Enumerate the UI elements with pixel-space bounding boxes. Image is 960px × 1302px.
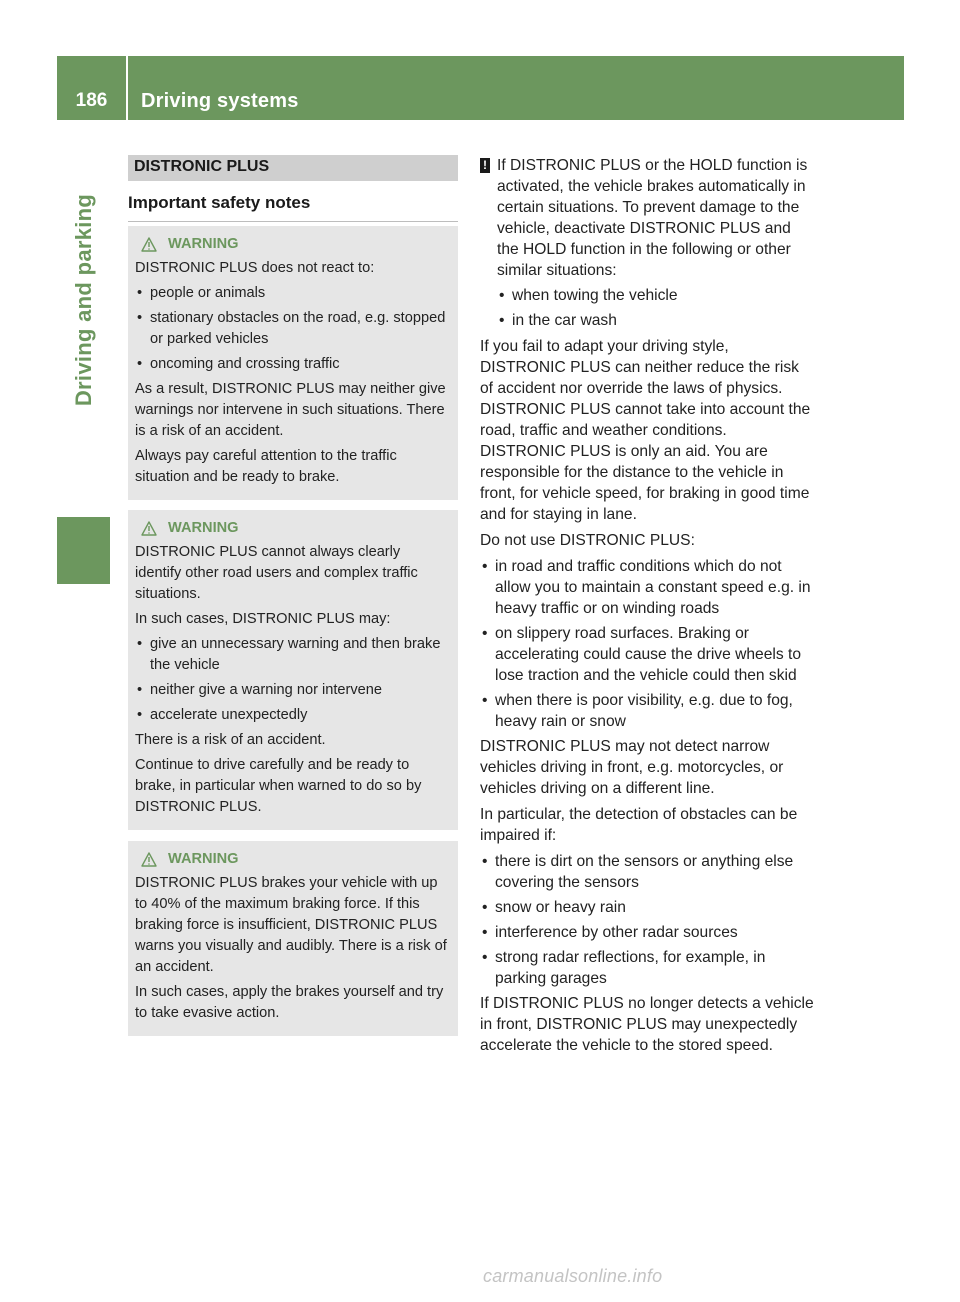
list-item: • strong radar reflections, for example, in parking garages bbox=[480, 947, 816, 989]
warning-triangle-icon bbox=[141, 237, 157, 252]
warning-header bbox=[135, 234, 450, 255]
warning-box-2 bbox=[128, 510, 458, 830]
warning-text: In such cases, DISTRONIC PLUS may: bbox=[135, 611, 391, 627]
body-paragraph: In particular, the detection of obstacles can be impaired if: bbox=[480, 806, 798, 844]
notice-block bbox=[480, 155, 816, 331]
list-item: • on slippery road surfaces. Braking or accelerating could cause the drive wheels to lose traction and the vehicle could then skid bbox=[480, 623, 816, 686]
warning-text: Always pay careful attention to the traffic situation and be ready to brake. bbox=[135, 448, 397, 485]
warning-text: In such cases, apply the brakes yourself and try to take evasive action. bbox=[135, 984, 444, 1021]
body-paragraph: DISTRONIC PLUS may not detect narrow vehicles driving in front, e.g. motorcycles, or vehicles driving on a different line. bbox=[480, 738, 784, 797]
usage-restrictions-list bbox=[480, 556, 816, 732]
side-tab-label: Driving and parking bbox=[71, 193, 96, 407]
body-paragraph: If you fail to adapt your driving style, DISTRONIC PLUS can neither reduce the risk of accident nor override the laws of physics. DISTRONIC PLUS cannot take into account the road, traffic and weather conditions. DISTRONIC PLUS is only an aid. You are responsible for the distance to the vehicle in front, for vehicle speed, for braking in good time and for staying in lane. bbox=[480, 338, 811, 523]
warning-box-3 bbox=[128, 841, 458, 1036]
warning-label: WARNING bbox=[168, 851, 239, 867]
warning-list bbox=[135, 283, 450, 375]
warning-list bbox=[135, 634, 450, 726]
page-number: 186 bbox=[75, 90, 108, 111]
list-item: • oncoming and crossing traffic bbox=[135, 354, 450, 375]
warning-header bbox=[135, 849, 450, 870]
list-item: • in the car wash bbox=[497, 310, 816, 331]
list-item: • when there is poor visibility, e.g. due to fog, heavy rain or snow bbox=[480, 690, 816, 732]
list-item: • when towing the vehicle bbox=[497, 285, 816, 306]
warning-header bbox=[135, 518, 450, 539]
page-title: Driving systems bbox=[141, 90, 299, 112]
warning-text: DISTRONIC PLUS brakes your vehicle with up to 40% of the maximum braking force. If this braking force is insufficient, DISTRONIC PLUS warns you visually and audibly. There is a risk of an accident. bbox=[135, 875, 447, 975]
list-item: • stationary obstacles on the road, e.g. stopped or parked vehicles bbox=[135, 308, 450, 350]
watermark: carmanualsonline.info bbox=[483, 1266, 663, 1286]
list-item: • neither give a warning nor intervene bbox=[135, 680, 450, 701]
list-item: • accelerate unexpectedly bbox=[135, 705, 450, 726]
body-paragraph: Do not use DISTRONIC PLUS: bbox=[480, 532, 695, 549]
warning-label: WARNING bbox=[168, 236, 239, 252]
warning-text: DISTRONIC PLUS cannot always clearly identify other road users and complex traffic situations. bbox=[135, 544, 418, 602]
warning-text: DISTRONIC PLUS does not react to: bbox=[135, 260, 375, 276]
body-paragraph: If DISTRONIC PLUS no longer detects a vehicle in front, DISTRONIC PLUS may unexpectedly accelerate the vehicle to the stored speed. bbox=[480, 995, 814, 1054]
list-item: • people or animals bbox=[135, 283, 450, 304]
warning-text: There is a risk of an accident. bbox=[135, 732, 326, 748]
exclamation-notice-icon: ! bbox=[480, 158, 490, 173]
list-item: • in road and traffic conditions which do not allow you to maintain a constant speed e.g. in heavy traffic or on winding roads bbox=[480, 556, 816, 619]
list-item: • interference by other radar sources bbox=[480, 922, 816, 943]
list-item: • there is dirt on the sensors or anything else covering the sensors bbox=[480, 851, 816, 893]
notice-text: If DISTRONIC PLUS or the HOLD function is activated, the vehicle brakes automatically in certain situations. To prevent damage to the vehicle, deactivate DISTRONIC PLUS and the HOLD function in the following or other similar situations: bbox=[497, 157, 808, 279]
warning-text: Continue to drive carefully and be ready to brake, in particular when warned to do so by DISTRONIC PLUS. bbox=[135, 757, 422, 815]
warning-triangle-icon bbox=[141, 852, 157, 867]
warning-label: WARNING bbox=[168, 520, 239, 536]
warning-box-1 bbox=[128, 226, 458, 500]
section-title: DISTRONIC PLUS bbox=[128, 155, 458, 181]
right-column bbox=[480, 155, 816, 1061]
warning-text: As a result, DISTRONIC PLUS may neither give warnings nor intervene in such situations. There is a risk of an accident. bbox=[135, 381, 446, 439]
warning-triangle-icon bbox=[141, 521, 157, 536]
notice-list bbox=[497, 285, 816, 331]
list-item: • give an unnecessary warning and then brake the vehicle bbox=[135, 634, 450, 676]
header-divider bbox=[126, 56, 128, 120]
side-tab-marker bbox=[57, 517, 110, 584]
detection-impairment-list bbox=[480, 851, 816, 989]
subsection-title: Important safety notes bbox=[128, 193, 458, 222]
list-item: • snow or heavy rain bbox=[480, 897, 816, 918]
